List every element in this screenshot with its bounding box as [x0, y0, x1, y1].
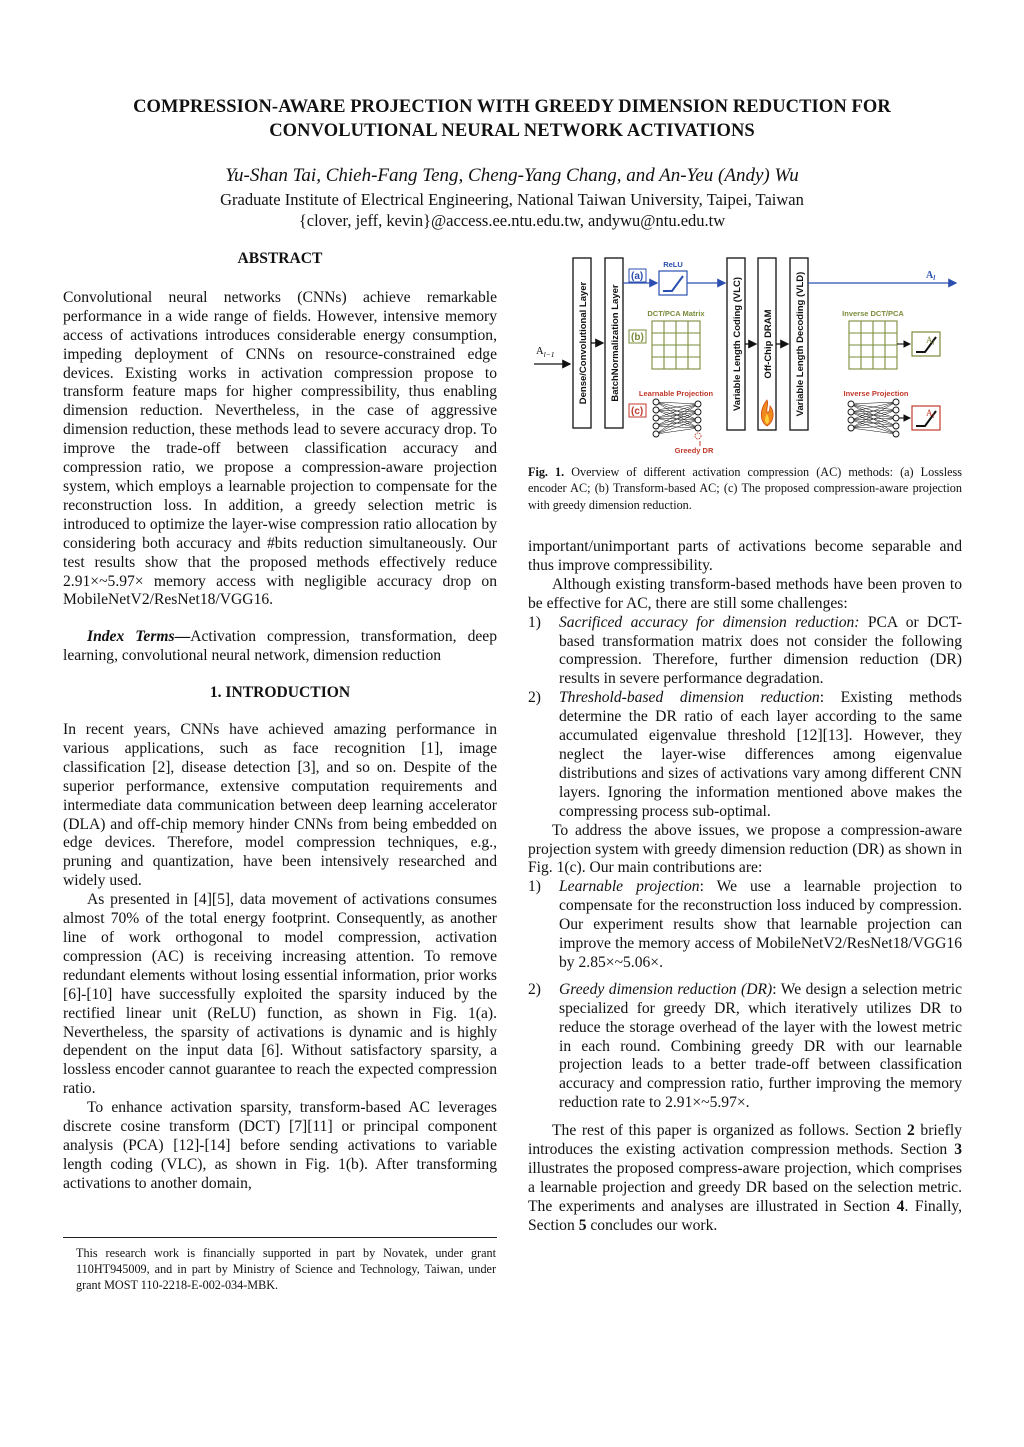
figure-1-diagram [526, 250, 966, 460]
section-ref-5: 5 [578, 1216, 587, 1234]
greedy-dr-label: Greedy DR [674, 446, 714, 455]
paper-title [60, 95, 964, 143]
abstract-text: Convolutional neural networks (CNNs) achieve remarkable performance in a wide range of fields. However, intensive memory access of activations introduces considerable energy consumption, impeding deployment of CNNs on resource-constrained edge devices. Existing works in activation compression propose to transform feature maps for higher compressibility, thus enabling dimension reduction. Nevertheless, in the case of aggressive dimension reduction, these methods lead to severe accuracy drop. To improve the trade-off between classification accuracy and compression ratio, we propose a compression-aware projection system, which employs a learnable projection to compensate for the reconstruction loss. In addition, a greedy selection metric is introduced to optimize the layer-wise compression ratio allocation by considering both accuracy and #bits reduction simultaneously. Our test results show that the proposed methods effectively reduce 2.91×~5.97× memory access with negligible accuracy drop on MobileNetV2/ResNet18/VGG16. [63, 288, 497, 609]
inverse-dct-matrix-grid [849, 321, 897, 369]
challenge-text: : Existing methods determine the DR ratio of each layer according to the same accumulated eigenvalue threshold [12][13]. However, they neglect the layer-wise differences among eigenvalue distributions and sizes of activations vary among different CNN layers. Ignoring the information mentioned above makes the compressing process sub-optimal. [559, 689, 962, 820]
output-activation-a-label: $A_l$ [926, 270, 936, 282]
figure-1 [526, 250, 966, 460]
challenge-number: 1) [528, 613, 541, 631]
intro-paragraph-5: Although existing transform-based methods have been proven to be effective for AC, there are still some challenges: [528, 575, 962, 612]
contribution-list [528, 878, 962, 1113]
left-column [63, 250, 497, 1194]
contribution-number: 1) [528, 878, 541, 896]
branch-a-label: (a) [631, 271, 644, 282]
contribution-item-1 [528, 878, 962, 973]
intro-heading: 1. INTRODUCTION [209, 684, 351, 702]
author-list: Yu-Shan Tai, Chieh-Fang Teng, Cheng-Yang Chang, and An-Yeu (Andy) Wu [225, 165, 799, 186]
batchnorm-layer-label: BatchNormalization Layer [610, 284, 621, 402]
challenge-title: Threshold-based dimension reduction [559, 689, 820, 707]
intro-paragraph-7: The rest of this paper is organized as follows. Section 2 briefly introduces the existing activation compression methods. Section 3 illustrates the proposed compress-aware projection, which comprises a learnable projection and greedy DR based on the selection metric. The experiments and analyses are illustrated in Section 4. Finally, Section 5 concludes our work. [528, 1122, 963, 1234]
challenge-item-2 [528, 689, 962, 821]
dense-conv-layer-label: Dense/Convolutional Layer [578, 281, 589, 405]
intro-paragraph-4: important/unimportant parts of activations become separable and thus improve compressibility. [528, 538, 962, 574]
challenge-list [528, 614, 962, 822]
relu-label: ReLU [663, 260, 683, 269]
challenge-number: 2) [528, 689, 541, 707]
abstract-heading: ABSTRACT [237, 250, 323, 267]
affiliation: Graduate Institute of Electrical Engineering, National Taiwan University, Taipei, Taiwan [220, 190, 804, 209]
off-chip-dram-label: Off-Chip DRAM [763, 309, 774, 379]
contribution-item-2 [528, 981, 962, 1113]
footnote: This research work is financially supported in part by Novatek, under grant 110HT945009, and in part by Ministry of Science and Technology, Taiwan, under grant MOST 110-2218-E-002-034-MBK. [76, 1246, 496, 1293]
inverse-dct-label: Inverse DCT/PCA [842, 309, 904, 318]
footnote-divider [63, 1237, 497, 1238]
challenge-item-1 [528, 614, 962, 690]
title-line-1: COMPRESSION-AWARE PROJECTION WITH GREEDY DIMENSION REDUCTION FOR [133, 97, 891, 117]
section-ref-2: 2 [907, 1122, 915, 1140]
learnable-projection-network [653, 399, 701, 439]
branch-c-label: (c) [631, 406, 644, 417]
figure-caption-text: Overview of different activation compression (AC) methods: (a) Lossless encoder AC; (b) Transform-based AC; (c) The proposed compression-aware projection with greedy dimension reduction. [528, 465, 962, 512]
input-activation-label: $A_{l-1}$ [536, 346, 555, 359]
figure-caption-label: Fig. 1. [528, 465, 565, 479]
dct-matrix-grid [652, 321, 700, 369]
branch-b-label: (b) [631, 332, 644, 343]
learnable-projection-label: Learnable Projection [638, 389, 714, 398]
inverse-projection-label: Inverse Projection [843, 389, 909, 398]
intro-paragraph-3: To enhance activation sparsity, transform-based AC leverages discrete cosine transform (DCT) [7][11] or principal component analysis (PCA) [12]-[14] before sending activations to variable length coding (VLC), as shown in Fig. 1(b). After transforming activations to another domain, [63, 1099, 497, 1192]
intro-paragraph-6: To address the above issues, we propose a compression-aware projection system with greedy dimension reduction (DR) as shown in Fig. 1(c). Our main contributions are: [528, 821, 962, 877]
output-activation-c-label: $A_l$ [926, 408, 935, 420]
vld-label: Variable Length Decoding (VLD) [795, 271, 806, 417]
inverse-projection-network [848, 399, 899, 437]
section-ref-4: 4 [896, 1197, 905, 1215]
contribution-number: 2) [528, 980, 541, 998]
contribution-title: Greedy dimension reduction (DR) [559, 980, 773, 998]
dct-matrix-label: DCT/PCA Matrix [647, 309, 705, 318]
output-activation-b-label: $A_l$ [926, 335, 935, 347]
contribution-title: Learnable projection [559, 878, 700, 896]
index-terms [63, 628, 497, 666]
intro-paragraph-1: In recent years, CNNs have achieved amazing performance in various applications, such as face recognition [1], image classification [2], disease detection [3], and so on. Despite of the superior performance, extensive computation requirements and intermediate data communication between deep learning accelerator (DLA) and off-chip memory hinder CNNs from being embedded on edge devices. Therefore, model compression techniques, e.g., pruning and quantization, have been intensively researched and widely used. [63, 721, 497, 890]
index-terms-dash: — [174, 628, 191, 646]
contribution-text: : We use a learnable projection to compensate for the reconstruction loss induced by compression. Our experiment results show that learnable projection can improve the memory access of MobileNetV2/ResNet18/VGG16 by 2.85×~5.06×. [559, 878, 962, 971]
title-line-2: CONVOLUTIONAL NEURAL NETWORK ACTIVATIONS [269, 121, 755, 141]
section-ref-3: 3 [954, 1141, 962, 1159]
figure-1-caption [528, 464, 962, 513]
vlc-label: Variable Length Coding (VLC) [732, 276, 743, 412]
challenge-text: PCA or DCT-based transformation matrix does not consider the following compression. Therefore, further dimension reduction (DR) results in severe performance degradation. [559, 613, 963, 688]
challenge-title: Sacrificed accuracy for dimension reduction: [559, 613, 860, 631]
contribution-text: : We design a selection metric specialized for greedy DR, which iteratively utilizes DR to reduce the storage overhead of the layer with the lowest metric in each round. Combining greedy DR with our learnable projection leads to a better trade-off between classification accuracy and compression ratio, further improving the memory reduction rate to 2.91×~5.97×. [559, 980, 962, 1112]
author-emails: {clover, jeff, kevin}@access.ee.ntu.edu.tw, andywu@ntu.edu.tw [298, 211, 726, 230]
intro-paragraph-2: As presented in [4][5], data movement of activations consumes almost 70% of the total energy footprint. Consequently, as another line of work orthogonal to model compression, activation compression (AC) is receiving increasing attention. To remove redundant elements without losing essential information, prior works [6]-[10] have successfully exploited the sparsity induced by the rectified linear unit (ReLU) function, as shown in Fig. 1(a). Nevertheless, the sparsity of activations is dynamic and is highly dependent on the input data [6]. Without satisfactory sparsity, a lossless encoder cannot guarantee to reach the expected compression ratio. [63, 891, 497, 1098]
index-terms-text: Activation compression, transformation, deep learning, convolutional neural network, dimension reduction [63, 628, 497, 665]
right-column [528, 538, 962, 1236]
index-terms-label: Index Terms [87, 628, 175, 646]
